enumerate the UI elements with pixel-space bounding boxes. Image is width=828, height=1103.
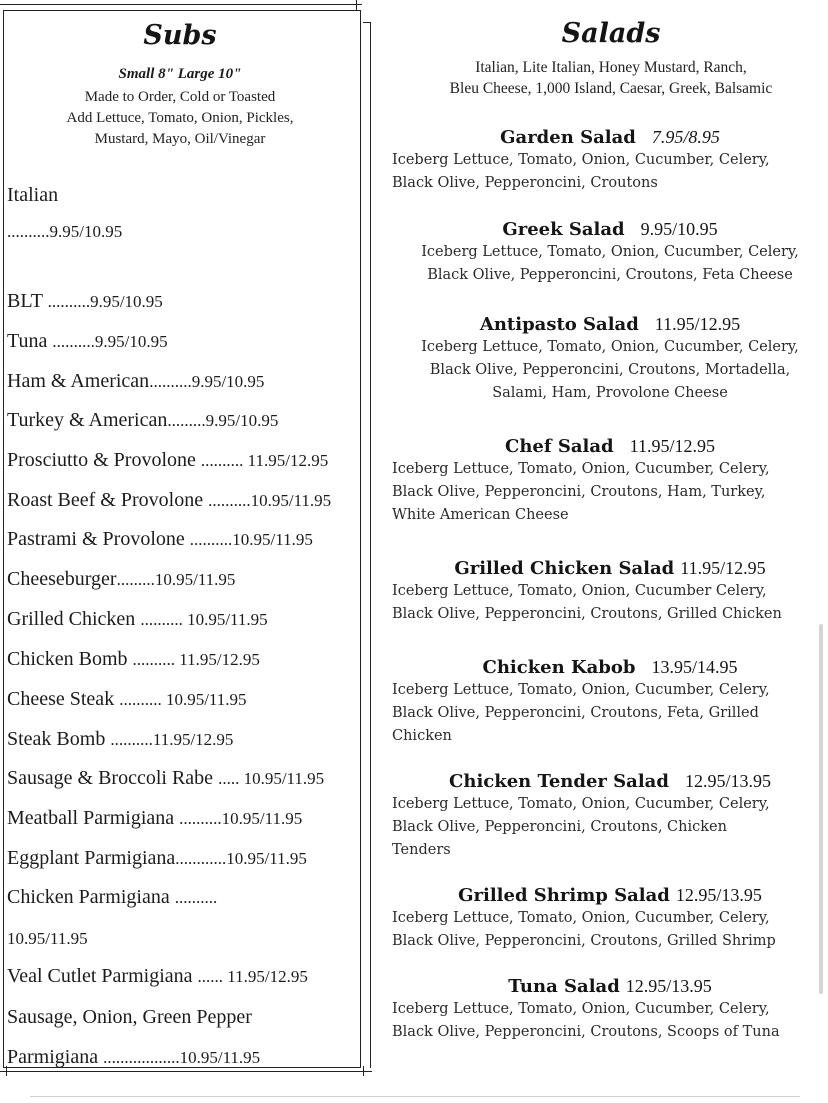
sub-item — [7, 330, 168, 353]
salad-description — [392, 336, 828, 405]
sub-item — [7, 184, 58, 207]
sub-price: .......... — [174, 888, 218, 907]
salad-description — [392, 998, 828, 1044]
subs-info — [10, 87, 350, 150]
salad-name: Tuna Salad — [508, 976, 620, 997]
salad-header — [392, 657, 828, 678]
salad-desc-line: White American Cheese — [392, 507, 569, 523]
salad-item — [392, 976, 828, 1044]
salad-desc-line: Iceberg Lettuce, Tomato, Onion, Cucumber, Celery, — [421, 244, 799, 260]
salad-desc-line: Black Olive, Pepperoncini, Croutons, Feta Cheese — [427, 267, 793, 283]
sub-name: Italian — [7, 184, 59, 206]
salad-desc-line: Black Olive, Pepperoncini, Croutons, Feta, Grilled — [392, 705, 759, 721]
salad-item — [392, 657, 828, 748]
sub-price: ..........9.95/10.95 — [149, 372, 265, 391]
sub-item — [7, 728, 233, 751]
salad-name: Chicken Kabob — [482, 657, 636, 678]
sub-name: Parmigiana — [7, 1046, 104, 1068]
frame-corner-tick — [356, 0, 357, 10]
salad-header — [392, 219, 828, 240]
salad-desc-line: Black Olive, Pepperoncini, Croutons, Grilled Shrimp — [392, 933, 776, 949]
sub-name: Turkey & American — [7, 409, 168, 431]
sub-price: .......... 10.95/11.95 — [119, 690, 247, 709]
salad-desc-line: Tenders — [392, 842, 451, 858]
salad-desc-line: Black Olive, Pepperoncini, Croutons — [392, 175, 658, 191]
salad-description — [392, 241, 828, 287]
subs-title: Subs — [143, 20, 217, 51]
sub-price: ..........10.95/11.95 — [189, 530, 313, 549]
salad-desc-line: Iceberg Lettuce, Tomato, Onion, Cucumber, Celery, — [392, 796, 770, 812]
salad-item — [392, 127, 828, 195]
sub-item — [7, 370, 264, 393]
salad-price: 12.95/13.95 — [625, 976, 712, 996]
subs-info-line: Mustard, Mayo, Oil/Vinegar — [94, 131, 266, 147]
sub-price: ..........11.95/12.95 — [110, 730, 234, 749]
salad-desc-line: Iceberg Lettuce, Tomato, Onion, Cucumber, Celery, — [421, 339, 799, 355]
salad-item — [392, 314, 828, 405]
salad-price: 12.95/13.95 — [684, 771, 771, 791]
salad-header — [392, 127, 828, 148]
salad-desc-line: Black Olive, Pepperoncini, Croutons, Chicken — [392, 819, 727, 835]
salad-description — [392, 580, 828, 626]
sub-name: Grilled Chicken — [7, 608, 141, 630]
sub-item — [7, 688, 247, 711]
salad-description — [392, 679, 828, 748]
sub-name: Cheese Steak — [7, 688, 120, 710]
sub-name: Pastrami & Provolone — [7, 528, 190, 550]
frame-top-line — [0, 4, 362, 6]
sub-name: Steak Bomb — [7, 728, 111, 750]
salad-item — [392, 771, 828, 862]
sub-item — [7, 767, 324, 790]
salad-description — [392, 458, 828, 527]
salad-desc-line: Chicken — [392, 728, 452, 744]
scrollbar[interactable] — [819, 624, 823, 994]
sub-price: ..........10.95/11.95 — [179, 809, 303, 828]
salad-item — [392, 436, 828, 527]
salad-desc-line: Black Olive, Pepperoncini, Croutons, Grilled Chicken — [392, 606, 782, 622]
sub-price: ..........9.95/10.95 — [47, 292, 163, 311]
salad-desc-line: Salami, Ham, Provolone Cheese — [492, 385, 728, 401]
sub-name: Ham & American — [7, 370, 150, 392]
salad-desc-line: Black Olive, Pepperoncini, Croutons, Scoops of Tuna — [392, 1024, 780, 1040]
salad-name: Grilled Shrimp Salad — [458, 885, 670, 906]
salad-desc-line: Iceberg Lettuce, Tomato, Onion, Cucumber, Celery, — [392, 152, 770, 168]
sub-price: .........10.95/11.95 — [116, 570, 236, 589]
sub-name: Chicken Parmigiana — [7, 886, 175, 908]
sub-price: ............10.95/11.95 — [175, 849, 307, 868]
sub-item — [7, 1006, 252, 1029]
dressings-line: Bleu Cheese, 1,000 Island, Caesar, Greek, Balsamic — [449, 80, 773, 97]
sub-item — [7, 489, 331, 512]
sub-item — [7, 409, 278, 432]
sub-item — [7, 449, 328, 472]
salad-header — [392, 314, 828, 335]
sub-item — [7, 648, 260, 671]
sub-name: Chicken Bomb — [7, 648, 133, 670]
subs-frame-shadow — [363, 22, 371, 1068]
sub-name: BLT — [7, 290, 48, 312]
sub-item — [7, 927, 88, 950]
dressings-list — [395, 57, 827, 99]
sub-name: Roast Beef & Provolone — [7, 489, 209, 511]
sub-item — [7, 886, 217, 909]
sub-price: ..........10.95/11.95 — [208, 491, 332, 510]
salad-item — [392, 219, 828, 287]
sub-item — [7, 290, 163, 313]
frame-corner-tick — [363, 1066, 364, 1076]
sub-price: ..........9.95/10.95 — [52, 332, 168, 351]
bottom-divider — [30, 1096, 800, 1097]
sub-name: Prosciutto & Provolone — [7, 449, 201, 471]
sub-item — [7, 965, 308, 988]
sub-price: .......... 11.95/12.95 — [132, 650, 260, 669]
subs-info-line: Made to Order, Cold or Toasted — [84, 89, 276, 105]
salad-price: 11.95/12.95 — [680, 558, 766, 578]
sub-price: .......... 11.95/12.95 — [200, 451, 329, 470]
salad-price: 7.95/8.95 — [651, 127, 720, 147]
sub-price: ...... 11.95/12.95 — [197, 967, 308, 986]
salad-header — [392, 885, 828, 906]
sub-price: ..................10.95/11.95 — [103, 1048, 261, 1067]
sub-item — [7, 1046, 260, 1069]
sub-price: .......... 10.95/11.95 — [140, 610, 268, 629]
salad-description — [392, 149, 828, 195]
salad-price: 11.95/12.95 — [654, 314, 741, 334]
sub-item — [7, 847, 307, 870]
salad-header — [392, 771, 828, 792]
salad-name: Garden Salad — [500, 127, 636, 148]
salad-desc-line: Iceberg Lettuce, Tomato, Onion, Cucumber, Celery, — [392, 1001, 770, 1017]
salad-header — [392, 976, 828, 997]
salad-desc-line: Iceberg Lettuce, Tomato, Onion, Cucumber, Celery, — [392, 461, 770, 477]
salad-name: Chef Salad — [505, 436, 614, 457]
sub-name: Tuna — [7, 330, 53, 352]
salad-price: 13.95/14.95 — [651, 657, 738, 677]
sub-price: 10.95/11.95 — [7, 929, 88, 948]
salad-item — [392, 558, 828, 626]
sub-name: Cheeseburger — [7, 568, 117, 590]
subs-sizes: Small 8" Large 10" — [118, 66, 242, 82]
salad-price: 12.95/13.95 — [675, 885, 762, 905]
salad-name: Greek Salad — [502, 219, 625, 240]
salad-item — [392, 885, 828, 953]
salad-desc-line: Black Olive, Pepperoncini, Croutons, Mortadella, — [429, 362, 791, 378]
salads-title: Salads — [561, 18, 661, 49]
sub-name: Eggplant Parmigiana — [7, 847, 176, 869]
sub-name: Veal Cutlet Parmigiana — [7, 965, 198, 987]
salad-name: Antipasto Salad — [479, 314, 639, 335]
salad-description — [392, 907, 828, 953]
frame-bottom-line — [0, 1071, 372, 1073]
sub-item — [7, 528, 313, 551]
sub-price: ..... 10.95/11.95 — [218, 769, 325, 788]
salad-name: Chicken Tender Salad — [449, 771, 669, 792]
salad-price: 11.95/12.95 — [629, 436, 715, 456]
sub-item — [7, 220, 122, 243]
sub-item — [7, 608, 268, 631]
sub-name: Sausage & Broccoli Rabe — [7, 767, 219, 789]
sub-item — [7, 568, 235, 591]
subs-info-line: Add Lettuce, Tomato, Onion, Pickles, — [66, 110, 294, 126]
salad-price: 9.95/10.95 — [640, 219, 718, 239]
sub-name: Sausage, Onion, Green Pepper — [7, 1006, 252, 1028]
sub-item — [7, 807, 302, 830]
salad-desc-line: Iceberg Lettuce, Tomato, Onion, Cucumber, Celery, — [392, 682, 770, 698]
salad-desc-line: Iceberg Lettuce, Tomato, Onion, Cucumber, Celery, — [392, 910, 770, 926]
salad-description — [392, 793, 828, 862]
sub-name: Meatball Parmigiana — [7, 807, 180, 829]
salad-header — [392, 558, 828, 579]
salad-desc-line: Black Olive, Pepperoncini, Croutons, Ham, Turkey, — [392, 484, 766, 500]
salad-header — [392, 436, 828, 457]
salad-desc-line: Iceberg Lettuce, Tomato, Onion, Cucumber Celery, — [392, 583, 767, 599]
sub-price: .........9.95/10.95 — [167, 411, 279, 430]
salad-name: Grilled Chicken Salad — [454, 558, 675, 579]
sub-price: ..........9.95/10.95 — [7, 222, 123, 241]
dressings-line: Italian, Lite Italian, Honey Mustard, Ranch, — [475, 59, 747, 76]
